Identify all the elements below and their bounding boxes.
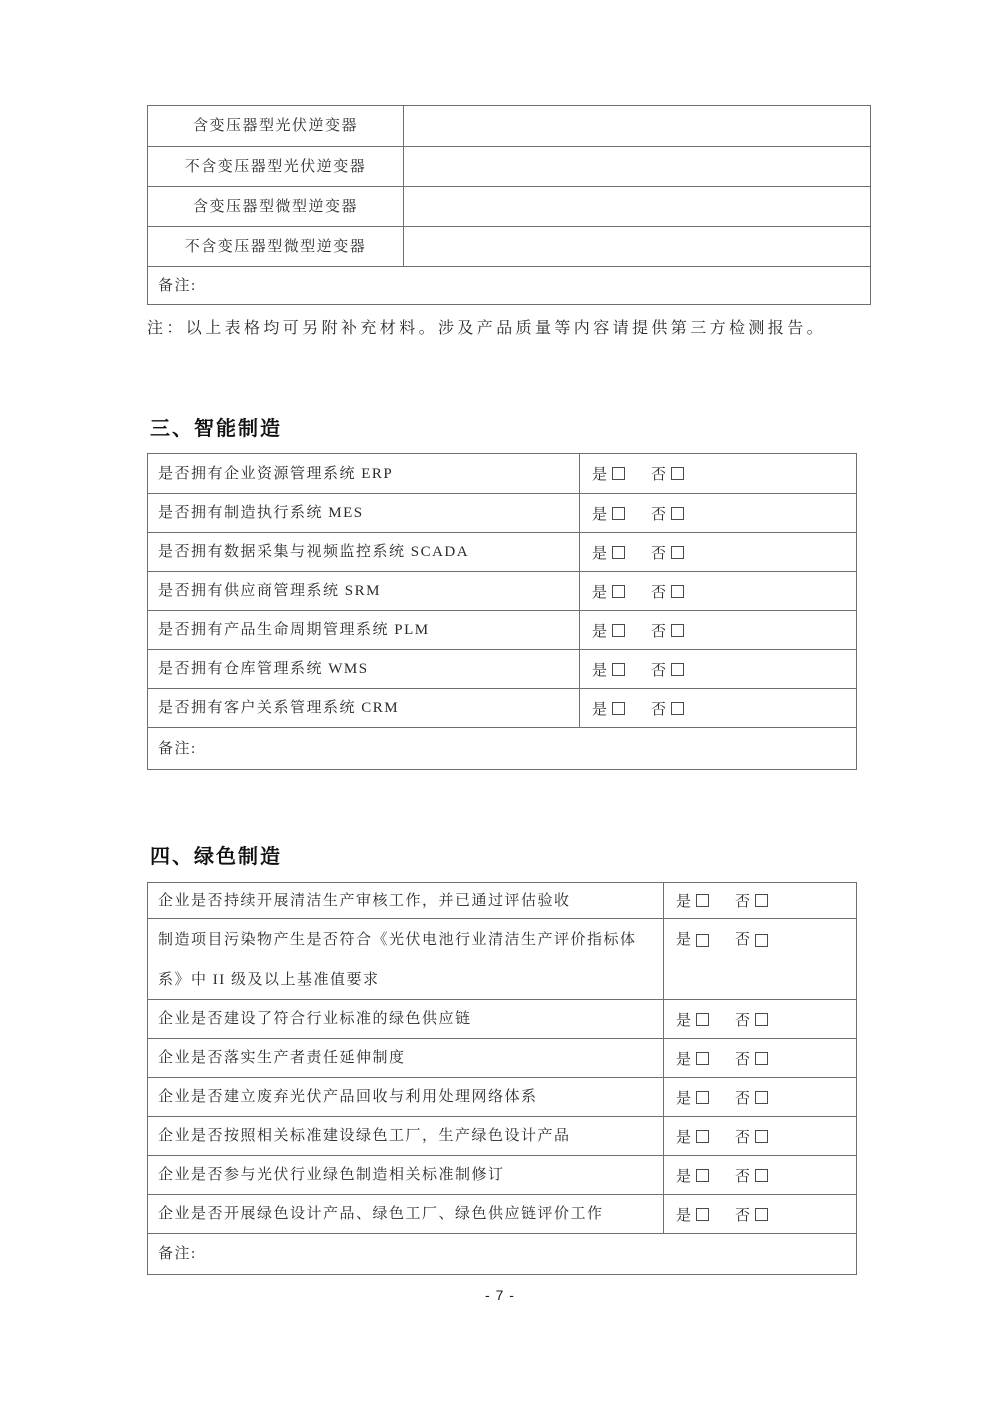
no-label: 否 xyxy=(651,506,668,523)
yes-no-cell xyxy=(664,883,856,918)
yes-no-cell xyxy=(580,454,856,493)
smart-manufacturing-table xyxy=(147,453,857,770)
yes-no-cell xyxy=(580,650,856,688)
yes-no-cell xyxy=(580,494,856,532)
no-checkbox[interactable] xyxy=(755,1091,768,1104)
input-cell[interactable] xyxy=(404,106,870,146)
yes-no-cell xyxy=(580,533,856,571)
question-text: 企业是否按照相关标准建设绿色工厂，生产绿色设计产品 xyxy=(148,1117,664,1155)
no-checkbox[interactable] xyxy=(671,467,684,480)
question-row xyxy=(148,688,856,727)
question-row xyxy=(148,610,856,649)
question-text: 是否拥有制造执行系统 MES xyxy=(148,494,580,532)
question-row xyxy=(148,454,856,493)
yes-label: 是 xyxy=(676,1090,693,1107)
yes-checkbox[interactable] xyxy=(696,894,709,907)
no-label: 否 xyxy=(735,1168,752,1185)
yes-no-cell xyxy=(664,1000,856,1038)
remark-row[interactable] xyxy=(148,727,856,769)
yes-no-cell xyxy=(580,572,856,610)
input-cell[interactable] xyxy=(404,227,870,266)
question-row xyxy=(148,1077,856,1116)
question-row xyxy=(148,918,856,999)
question-row xyxy=(148,1155,856,1194)
no-checkbox[interactable] xyxy=(671,585,684,598)
input-cell[interactable] xyxy=(404,187,870,226)
yes-checkbox[interactable] xyxy=(696,1013,709,1026)
question-line-1: 制造项目污染物产生是否符合《光伏电池行业清洁生产评价指标体 xyxy=(158,932,637,948)
no-checkbox[interactable] xyxy=(671,546,684,559)
question-row xyxy=(148,532,856,571)
no-checkbox[interactable] xyxy=(755,1052,768,1065)
yes-checkbox[interactable] xyxy=(612,663,625,676)
no-checkbox[interactable] xyxy=(755,894,768,907)
remark-row[interactable] xyxy=(148,266,870,304)
yes-label: 是 xyxy=(676,1168,693,1185)
no-label: 否 xyxy=(651,623,668,640)
yes-checkbox[interactable] xyxy=(612,585,625,598)
yes-checkbox[interactable] xyxy=(696,1130,709,1143)
table-row xyxy=(148,146,870,186)
question-text: 是否拥有企业资源管理系统 ERP xyxy=(148,454,580,493)
yes-label: 是 xyxy=(676,894,693,910)
yes-label: 是 xyxy=(592,467,609,483)
no-label: 否 xyxy=(735,894,752,910)
yes-checkbox[interactable] xyxy=(612,702,625,715)
no-label: 否 xyxy=(735,1129,752,1146)
yes-no-cell xyxy=(664,919,856,999)
yes-checkbox[interactable] xyxy=(612,467,625,480)
input-cell[interactable] xyxy=(404,147,870,186)
question-row xyxy=(148,883,856,918)
yes-checkbox[interactable] xyxy=(612,546,625,559)
question-row xyxy=(148,1116,856,1155)
no-checkbox[interactable] xyxy=(671,702,684,715)
product-label: 不含变压器型光伏逆变器 xyxy=(148,147,404,186)
no-label: 否 xyxy=(651,467,668,483)
question-row xyxy=(148,1194,856,1233)
question-line-2: 系》中 II 级及以上基准值要求 xyxy=(158,972,380,988)
no-label: 否 xyxy=(735,1207,752,1224)
question-text: 是否拥有供应商管理系统 SRM xyxy=(148,572,580,610)
yes-label: 是 xyxy=(592,506,609,523)
question-text: 企业是否开展绿色设计产品、绿色工厂、绿色供应链评价工作 xyxy=(148,1195,664,1233)
no-label: 否 xyxy=(651,545,668,562)
product-label: 不含变压器型微型逆变器 xyxy=(148,227,404,266)
question-row xyxy=(148,493,856,532)
no-label: 否 xyxy=(651,701,668,718)
question-text: 企业是否建立废弃光伏产品回收与利用处理网络体系 xyxy=(148,1078,664,1116)
question-row xyxy=(148,1038,856,1077)
no-label: 否 xyxy=(735,1051,752,1068)
yes-label: 是 xyxy=(592,545,609,562)
yes-label: 是 xyxy=(592,623,609,640)
no-checkbox[interactable] xyxy=(755,934,768,947)
no-label: 否 xyxy=(735,1090,752,1107)
page-number: - 7 - xyxy=(485,1287,515,1303)
question-text: 企业是否参与光伏行业绿色制造相关标准制修订 xyxy=(148,1156,664,1194)
section-heading-smart-manufacturing: 三、智能制造 xyxy=(150,418,282,440)
no-label: 否 xyxy=(651,662,668,679)
no-label: 否 xyxy=(735,932,752,948)
yes-no-cell xyxy=(664,1117,856,1155)
question-row xyxy=(148,999,856,1038)
table-note: 注：以上表格均可另附补充材料。涉及产品质量等内容请提供第三方检测报告。 xyxy=(147,320,827,337)
yes-checkbox[interactable] xyxy=(696,1091,709,1104)
no-checkbox[interactable] xyxy=(671,507,684,520)
section-heading-green-manufacturing: 四、绿色制造 xyxy=(150,846,282,868)
yes-no-cell xyxy=(664,1039,856,1077)
yes-checkbox[interactable] xyxy=(612,624,625,637)
question-row xyxy=(148,571,856,610)
yes-no-cell xyxy=(664,1156,856,1194)
no-label: 否 xyxy=(735,1012,752,1029)
no-checkbox[interactable] xyxy=(671,663,684,676)
remark-row[interactable] xyxy=(148,1233,856,1274)
no-checkbox[interactable] xyxy=(755,1208,768,1221)
yes-checkbox[interactable] xyxy=(696,1208,709,1221)
question-text: 是否拥有仓库管理系统 WMS xyxy=(148,650,580,688)
product-label: 含变压器型微型逆变器 xyxy=(148,187,404,226)
no-checkbox[interactable] xyxy=(755,1169,768,1182)
remark-label: 备注: xyxy=(158,740,197,757)
no-label: 否 xyxy=(651,584,668,601)
question-text: 是否拥有产品生命周期管理系统 PLM xyxy=(148,611,580,649)
yes-checkbox[interactable] xyxy=(696,1169,709,1182)
product-table xyxy=(147,105,871,305)
yes-label: 是 xyxy=(592,701,609,718)
yes-label: 是 xyxy=(676,1129,693,1146)
table-row xyxy=(148,186,870,226)
yes-no-cell xyxy=(580,611,856,649)
yes-checkbox[interactable] xyxy=(696,1052,709,1065)
question-text xyxy=(148,919,664,999)
question-text: 企业是否建设了符合行业标准的绿色供应链 xyxy=(148,1000,664,1038)
no-checkbox[interactable] xyxy=(755,1013,768,1026)
question-row xyxy=(148,649,856,688)
yes-checkbox[interactable] xyxy=(612,507,625,520)
table-row xyxy=(148,106,870,146)
remark-label: 备注: xyxy=(158,277,197,294)
yes-label: 是 xyxy=(592,584,609,601)
yes-label: 是 xyxy=(676,1207,693,1224)
yes-label: 是 xyxy=(676,1051,693,1068)
product-label: 含变压器型光伏逆变器 xyxy=(148,106,404,146)
yes-label: 是 xyxy=(676,1012,693,1029)
question-text: 是否拥有客户关系管理系统 CRM xyxy=(148,689,580,727)
question-text: 是否拥有数据采集与视频监控系统 SCADA xyxy=(148,533,580,571)
question-text: 企业是否持续开展清洁生产审核工作，并已通过评估验收 xyxy=(148,883,664,918)
yes-no-cell xyxy=(664,1195,856,1233)
question-text: 企业是否落实生产者责任延伸制度 xyxy=(148,1039,664,1077)
no-checkbox[interactable] xyxy=(755,1130,768,1143)
yes-checkbox[interactable] xyxy=(696,934,709,947)
yes-no-cell xyxy=(664,1078,856,1116)
remark-label: 备注: xyxy=(158,1246,197,1262)
no-checkbox[interactable] xyxy=(671,624,684,637)
green-manufacturing-table xyxy=(147,882,857,1275)
yes-label: 是 xyxy=(592,662,609,679)
yes-label: 是 xyxy=(676,932,693,948)
table-row xyxy=(148,226,870,266)
yes-no-cell xyxy=(580,689,856,727)
